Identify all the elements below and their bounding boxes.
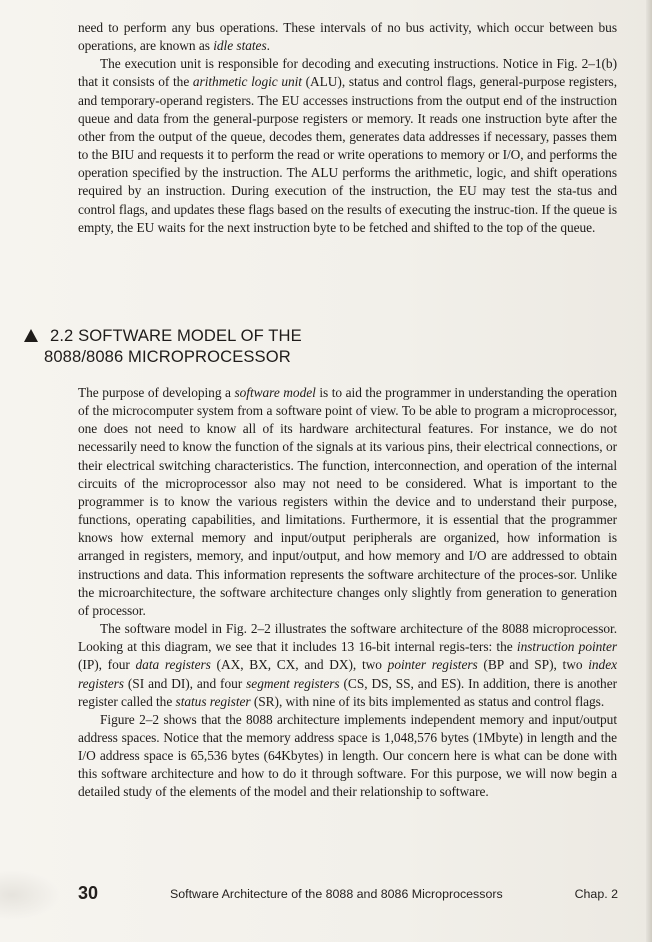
text-run: (BP and SP), two xyxy=(477,657,589,673)
section-heading-line1: 2.2 SOFTWARE MODEL OF THE xyxy=(50,326,302,345)
text-run: The software model in Fig. 2–2 illustrates the software architecture of the 8088 microprocessor. Looking at this diagram, we see that it includes 13 16-bit internal regis-ters: the xyxy=(78,621,617,655)
running-title: Software Architecture of the 8088 and 8086 Microprocessors xyxy=(170,887,503,901)
paragraph-registers xyxy=(78,620,617,711)
text-run: (AX, BX, CX, and DX), two xyxy=(210,657,388,673)
paragraph-bus-idle xyxy=(78,19,617,55)
term-segment-registers: segment registers xyxy=(246,675,340,691)
term-alu: arithmetic logic unit xyxy=(192,74,302,90)
chapter-label: Chap. 2 xyxy=(574,887,618,901)
paragraph-address-spaces: Figure 2–2 shows that the 8088 architecture implements independent memory and input/output address spaces. Notice that the memory address space is 1,048,576 bytes (1Mbyte) in length and the I/O address space is 65,536 bytes (64Kbytes) in length. Our concern here is what can be done with this software architecture and how to do it through software. For this purpose, we will now begin a detailed study of the elements of the model and their relationship to software. xyxy=(78,711,617,800)
text-line: need to perform any bus operations. These intervals of no bus activity, which occur xyxy=(78,20,544,35)
text-run: is to aid the programmer in understanding the operation of the microcomputer system from a software point of view. To be able to program a microprocessor, one does not need to know all of its hardware architectural features. For instance, we do not necessarily need to know the function of the signals at its various pins, their electrical connections, or their electrical switching characteristics. The function, interconnection, and operation of the internal circuits of the microprocessor also may not need to be considered. What is important to the programmer is to know the various registers within the device and to understand their purpose, functions, operating capabilities, and limitations. Furthermore, it is essential that the programmer knows how external memory and input/output peripherals are organized, how information is arranged in registers, memory, and input/output, and how memory and I/O are addressed to obtain instructions and data. This information represents the software architecture of the proces-sor. Unlike the microarchitecture, the software architecture changes only slightly from generation to generation of processor. xyxy=(78,385,617,618)
term-status-register: status register xyxy=(175,693,251,709)
section-heading xyxy=(24,325,302,367)
page-number: 30 xyxy=(78,883,99,903)
text-run: The purpose of developing a xyxy=(78,385,235,400)
text-line: between bus operations, are known as xyxy=(78,20,617,54)
page-smudge xyxy=(0,870,60,920)
term-idle-states: idle states xyxy=(213,38,267,54)
paragraph-software-model-purpose xyxy=(78,384,617,620)
page-edge xyxy=(646,0,652,942)
text-run: . xyxy=(266,38,270,54)
term-software-model: software model xyxy=(234,385,316,400)
continued-text-block xyxy=(78,19,617,237)
text-run: The execution unit is responsible for decoding and executing instructions. Notice in Fig. 2–1(b) that it consists of the xyxy=(78,56,617,90)
section-heading-line2: 8088/8086 MICROPROCESSOR xyxy=(44,347,291,366)
text-run: (CS, DS, SS, and ES). In addition, there is another register called the xyxy=(78,675,617,709)
text-run: (ALU), status and control flags, general-purpose registers, and temporary-operand registers. The EU accesses instructions from the output end of the instruction queue and data from the general-purpose registers or memory. It reads one instruction byte after the other from the output of the queue, decodes them, generates data addresses if necessary, passes them to the BIU and requests it to perform the read or write operations to memory or I/O, and performs the operation specified by the instruction. The ALU performs the arithmetic, logic, and shift operations required by an instruction. During execution of the instruction, the EU may test the sta-tus and control flags, and updates these flags based on the results of executing the instruc-tion. If the queue is empty, the EU waits for the next instruction byte to be fetched and shifted to the top of the queue. xyxy=(78,74,617,235)
section-text-block xyxy=(78,384,617,802)
triangle-bullet-icon xyxy=(24,329,38,342)
page-footer xyxy=(78,883,618,905)
text-run: (SR), with nine of its bits implemented as status and control flags. xyxy=(250,693,605,709)
term-data-registers: data registers xyxy=(135,657,211,673)
text-run: (SI and DI), and four xyxy=(123,675,247,691)
term-pointer-registers: pointer registers xyxy=(387,657,478,673)
text-run: (IP), four xyxy=(78,657,136,673)
paragraph-execution-unit xyxy=(78,55,617,237)
term-index-registers: index registers xyxy=(78,657,617,691)
term-instruction-pointer: instruction pointer xyxy=(516,639,618,655)
